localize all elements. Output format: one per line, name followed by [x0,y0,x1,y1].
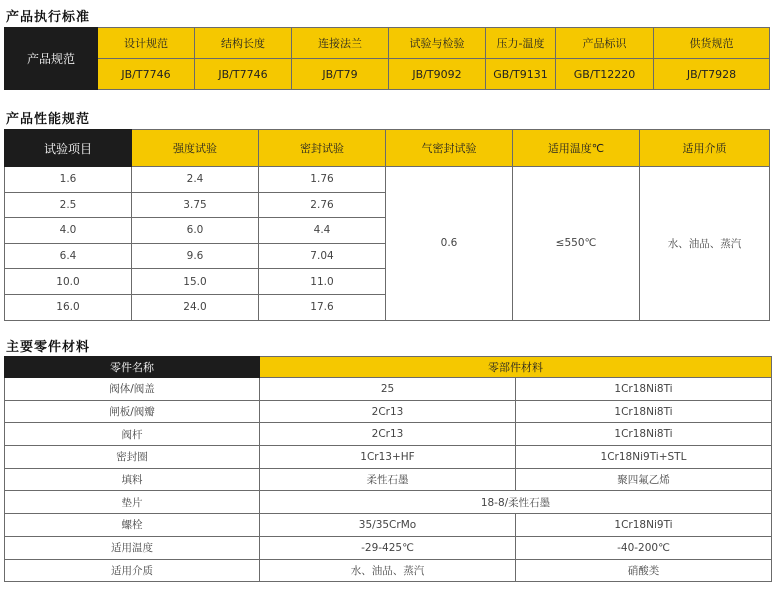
header-supply-spec: 供货规范 [654,28,770,59]
strength-cell: 15.0 [132,269,259,295]
header-design-spec: 设计规范 [98,28,195,59]
part-name-cell: 垫片 [5,491,260,514]
material-cell: 35/35CrMo [260,514,516,537]
table-row [5,446,772,469]
seal-cell: 17.6 [259,294,386,320]
header-structure-length: 结构长度 [195,28,292,59]
table-row [5,167,770,193]
table-row [5,468,772,491]
strength-cell: 3.75 [132,192,259,218]
value-design-spec: JB/T7746 [98,59,195,90]
strength-cell: 24.0 [132,294,259,320]
table-row [5,378,772,401]
material-cell: 18-8/柔性石墨 [260,491,772,514]
seal-cell: 4.4 [259,218,386,244]
value-pressure-temp: GB/T9131 [486,59,556,90]
section-title-performance: 产品性能规范 [6,112,91,127]
value-product-marking: GB/T12220 [556,59,654,90]
material-cell: 2Cr13 [260,423,516,446]
material-cell: 1Cr18Ni8Ti [516,423,772,446]
seal-cell: 1.76 [259,167,386,193]
seal-cell: 7.04 [259,243,386,269]
material-cell: 1Cr13+HF [260,446,516,469]
header-test-inspection: 试验与检验 [389,28,486,59]
test-item-cell: 1.6 [5,167,132,193]
header-product-marking: 产品标识 [556,28,654,59]
section-title-materials: 主要零件材料 [6,340,91,355]
value-structure-length: JB/T7746 [195,59,292,90]
part-name-cell: 适用介质 [5,559,260,582]
value-test-inspection: JB/T9092 [389,59,486,90]
strength-cell: 2.4 [132,167,259,193]
strength-cell: 9.6 [132,243,259,269]
performance-table [4,129,770,321]
part-name-cell: 密封圈 [5,446,260,469]
table-row [5,514,772,537]
value-supply-spec: JB/T7928 [654,59,770,90]
strength-cell: 6.0 [132,218,259,244]
header-strength-test: 强度试验 [132,130,259,167]
material-cell: 25 [260,378,516,401]
seal-cell: 11.0 [259,269,386,295]
material-cell: 聚四氟乙烯 [516,468,772,491]
material-cell: -29-425℃ [260,536,516,559]
material-cell: 1Cr18Ni8Ti [516,378,772,401]
header-part-material: 零部件材料 [260,357,772,378]
table-row [5,400,772,423]
part-name-cell: 螺栓 [5,514,260,537]
part-name-cell: 阀体/阀盖 [5,378,260,401]
table-row [5,559,772,582]
part-name-cell: 适用温度 [5,536,260,559]
material-cell: 柔性石墨 [260,468,516,491]
medium-value: 水、油品、蒸汽 [640,167,770,321]
materials-table [4,356,772,582]
material-cell: 1Cr18Ni8Ti [516,400,772,423]
test-item-cell: 2.5 [5,192,132,218]
standards-table [4,27,770,90]
test-item-cell: 10.0 [5,269,132,295]
material-cell: 水、油品、蒸汽 [260,559,516,582]
table-row [5,491,772,514]
header-seal-test: 密封试验 [259,130,386,167]
test-item-cell: 4.0 [5,218,132,244]
test-item-cell: 16.0 [5,294,132,320]
seal-cell: 2.76 [259,192,386,218]
header-pressure-temp: 压力-温度 [486,28,556,59]
material-cell: 1Cr18Ni9Ti [516,514,772,537]
gas-seal-value: 0.6 [386,167,513,321]
part-name-cell: 填料 [5,468,260,491]
header-test-item: 试验项目 [5,130,132,167]
material-cell: 硝酸类 [516,559,772,582]
header-applicable-temp: 适用温度℃ [513,130,640,167]
value-flange: JB/T79 [292,59,389,90]
part-name-cell: 阀杆 [5,423,260,446]
header-applicable-medium: 适用介质 [640,130,770,167]
material-cell: 1Cr18Ni9Ti+STL [516,446,772,469]
part-name-cell: 闸板/阀瓣 [5,400,260,423]
material-cell: 2Cr13 [260,400,516,423]
header-flange: 连接法兰 [292,28,389,59]
material-cell: -40-200℃ [516,536,772,559]
table-row [5,423,772,446]
row-label-product-spec: 产品规范 [5,28,98,90]
header-gas-seal-test: 气密封试验 [386,130,513,167]
section-title-standards: 产品执行标准 [6,10,91,25]
test-item-cell: 6.4 [5,243,132,269]
temperature-value: ≤550℃ [513,167,640,321]
header-part-name: 零件名称 [5,357,260,378]
table-row [5,536,772,559]
